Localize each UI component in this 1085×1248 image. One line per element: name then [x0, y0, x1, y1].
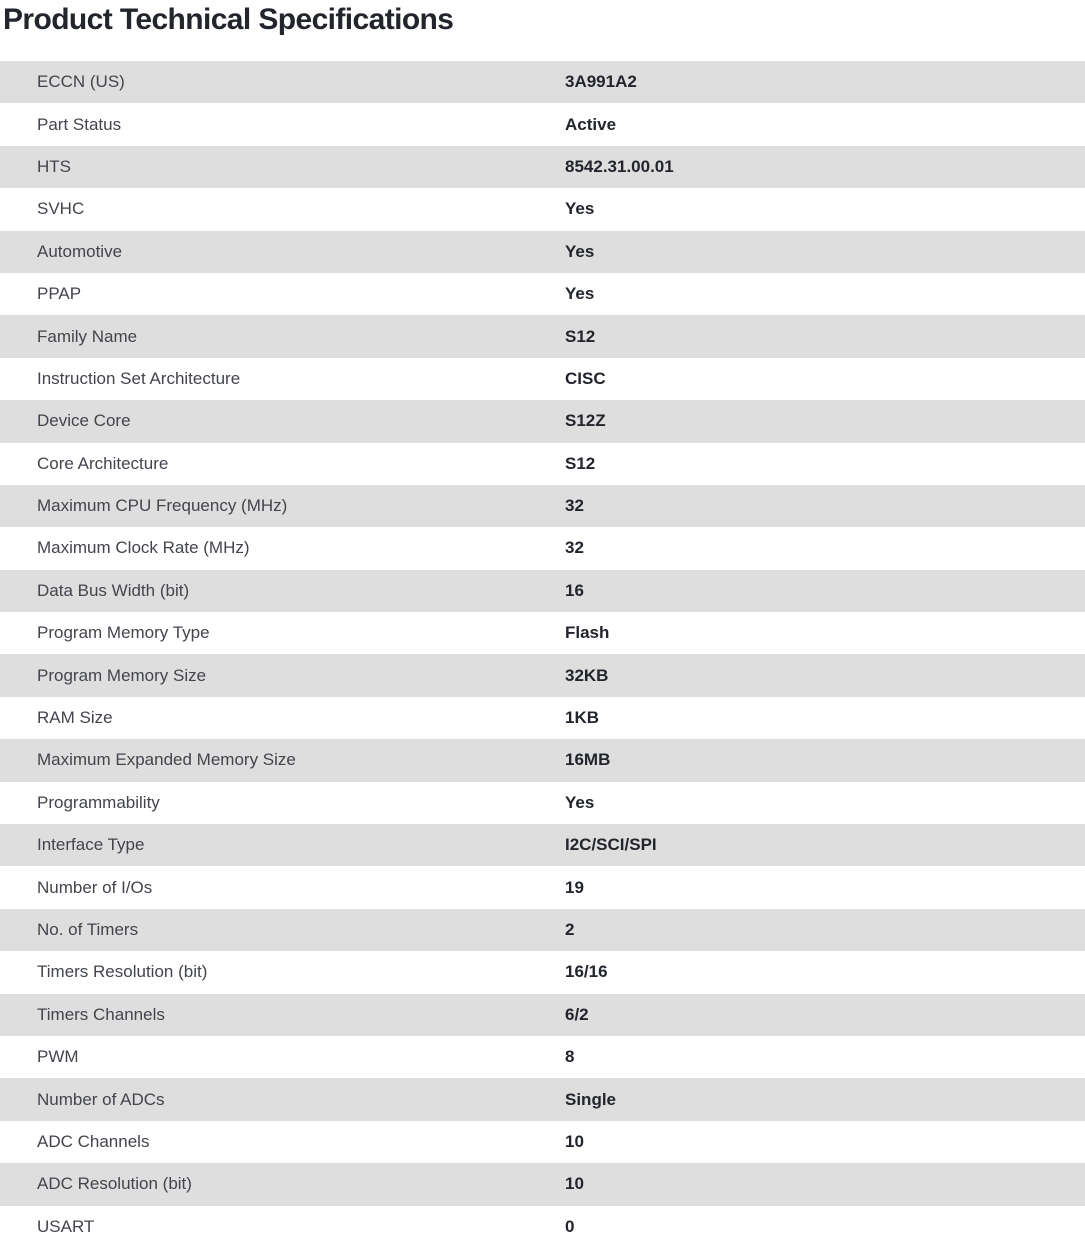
spec-row	[0, 485, 1085, 527]
spec-value: 32	[565, 496, 584, 516]
spec-row	[0, 188, 1085, 230]
spec-row	[0, 146, 1085, 188]
spec-label: Part Status	[37, 114, 122, 134]
spec-label: Data Bus Width (bit)	[37, 580, 190, 600]
spec-row	[0, 824, 1085, 866]
spec-row	[0, 739, 1085, 781]
spec-value: 1KB	[565, 708, 600, 728]
spec-label: PWM	[37, 1047, 79, 1067]
spec-row	[0, 231, 1085, 273]
spec-row	[0, 358, 1085, 400]
spec-label: Maximum Expanded Memory Size	[37, 750, 296, 770]
spec-label: Programmability	[37, 792, 160, 812]
spec-value: 32	[565, 538, 584, 558]
spec-label: Core Architecture	[37, 453, 169, 473]
spec-row	[0, 612, 1085, 654]
spec-row	[0, 782, 1085, 824]
spec-label: RAM Size	[37, 708, 113, 728]
spec-value: 6/2	[565, 1004, 589, 1024]
page-title: Product Technical Specifications	[3, 3, 454, 36]
spec-value: Yes	[565, 199, 595, 219]
spec-value: S12	[565, 453, 596, 473]
spec-label: Timers Resolution (bit)	[37, 962, 208, 982]
spec-row	[0, 400, 1085, 442]
spec-row	[0, 570, 1085, 612]
spec-row	[0, 443, 1085, 485]
spec-value: 3A991A2	[565, 72, 637, 92]
spec-value: Single	[565, 1089, 617, 1109]
spec-value: Yes	[565, 241, 595, 261]
spec-label: Instruction Set Architecture	[37, 368, 241, 388]
spec-row	[0, 273, 1085, 315]
spec-row	[0, 61, 1085, 103]
spec-value: 2	[565, 920, 575, 939]
spec-label: Number of I/Os	[37, 877, 153, 897]
spec-value: 8542.31.00.01	[565, 156, 674, 176]
spec-value: 16/16	[565, 962, 608, 982]
spec-value: CISC	[565, 368, 606, 388]
spec-value: Yes	[565, 284, 595, 304]
spec-row	[0, 1036, 1085, 1078]
spec-label: Device Core	[37, 411, 131, 431]
spec-label: ECCN (US)	[37, 72, 125, 92]
spec-label: Number of ADCs	[37, 1089, 165, 1109]
spec-row	[0, 1163, 1085, 1205]
spec-value: 10	[565, 1174, 584, 1194]
spec-row	[0, 654, 1085, 696]
spec-label: ADC Channels	[37, 1131, 150, 1151]
spec-label: Timers Channels	[37, 1004, 165, 1024]
spec-value: Yes	[565, 792, 595, 812]
spec-label: Maximum CPU Frequency (MHz)	[37, 496, 288, 516]
spec-label: ADC Resolution (bit)	[37, 1174, 192, 1194]
spec-label: SVHC	[37, 199, 85, 219]
spec-label: HTS	[37, 156, 71, 176]
spec-value: S12Z	[565, 411, 606, 431]
spec-value: 16	[565, 580, 584, 600]
spec-value: 16MB	[565, 750, 611, 770]
spec-label: PPAP	[37, 284, 82, 304]
spec-value: 0	[565, 1216, 575, 1236]
spec-row	[0, 103, 1085, 145]
spec-row	[0, 1206, 1085, 1248]
spec-row	[0, 697, 1085, 739]
spec-table	[0, 61, 1085, 1248]
spec-value: 8	[565, 1047, 575, 1067]
spec-label: Program Memory Type	[37, 623, 210, 643]
spec-label: Interface Type	[37, 835, 145, 855]
spec-label: No. of Timers	[37, 920, 139, 939]
spec-value: I2C/SCI/SPI	[565, 835, 657, 855]
spec-value: 10	[565, 1131, 584, 1151]
spec-label: USART	[37, 1216, 95, 1236]
spec-row	[0, 951, 1085, 993]
spec-label: Maximum Clock Rate (MHz)	[37, 538, 250, 558]
spec-row	[0, 866, 1085, 908]
spec-value: 32KB	[565, 665, 609, 685]
spec-row	[0, 909, 1085, 951]
spec-value: S12	[565, 326, 596, 346]
spec-row	[0, 994, 1085, 1036]
spec-label: Family Name	[37, 326, 138, 346]
spec-row	[0, 527, 1085, 569]
spec-row	[0, 315, 1085, 357]
spec-row	[0, 1078, 1085, 1120]
spec-label: Automotive	[37, 241, 123, 261]
spec-value: 19	[565, 877, 584, 897]
spec-label: Program Memory Size	[37, 665, 207, 685]
spec-value: Flash	[565, 623, 610, 643]
spec-value: Active	[565, 114, 617, 134]
spec-row	[0, 1121, 1085, 1163]
